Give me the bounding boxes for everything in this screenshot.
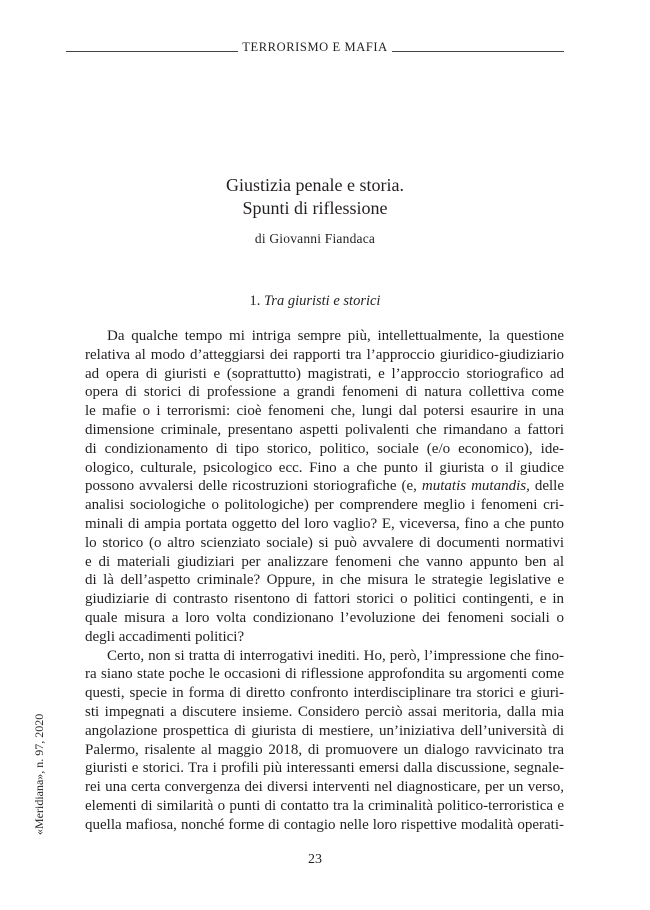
body-line: minali di ampia portata oggetto del loro vaglio? E, viceversa, fino a che punto [85,515,564,532]
body-line: lo storico (o altro scienziato sociale) si può avvalere di documenti normativi [85,534,564,551]
body-line: quale misura a loro volta condizionano l’evoluzione dei fenomeni sociali o [85,609,564,626]
body-line: opera di storici di professione a grandi fenomeni di natura collettiva come [85,384,564,401]
body-line: sti impegnati a discutere insieme. Considero perciò assai meritoria, dalla mia [85,703,564,720]
body-line-with-italic [85,477,564,496]
body-line-part: possono avvalersi delle ricostruzioni storiografiche (e, [85,478,422,495]
section-title: Tra giuristi e storici [264,293,381,309]
body-line: questi, specie in forma di diretto confronto interdisciplinare tra storici e giuri- [85,685,564,702]
body-line: dimensione criminale, presentano aspetti polivalenti che rimandano a fattori [85,421,564,438]
body-line-part: delle [529,478,564,495]
italic-phrase: mutatis mutandis, [421,478,530,495]
running-head-text: TERRORISMO E MAFIA [242,40,388,54]
section-heading [66,293,564,310]
journal-citation [32,685,48,835]
running-head-rule-left [66,51,238,52]
body-line: ra siano state poche le occasioni di riflessione approfondita su argomenti come [85,666,564,683]
body-line: di là dell’aspetto criminale? Oppure, in che misura le strategie legislative e [85,572,564,589]
running-head-rule-right [392,51,564,52]
body-line: Palermo, risalente al maggio 2018, di promuovere un dialogo ravvicinato tra [85,741,564,758]
body-line: analisi sociologiche o politologiche) per comprendere meglio i fenomeni cri- [85,497,564,514]
body-line: ologico, culturale, psicologico ecc. Fino a che punto il giurista o il giudice [85,459,564,476]
body-text [85,327,564,835]
body-line: le mafie o i terrorismi: cioè fenomeni che, lungi dal potersi esaurire in una [85,403,564,420]
body-line: angolazione prospettica di giurista di mestiere, un’iniziativa dell’università di [85,722,564,739]
section-number: 1. [249,293,261,309]
body-line: Certo, non si tratta di interrogativi inediti. Ho, però, l’impressione che fino- [107,647,564,664]
body-line: giuristi e storici. Tra i profili più interessanti emersi dalla discussione, segnale- [85,760,564,777]
body-line: ad opera di giuristi e (soprattutto) magistrati, e l’approccio storiografico ad [85,365,564,382]
article-title-line-1: Giustizia penale e storia. [226,175,404,195]
body-line: Da qualche tempo mi intriga sempre più, intellettualmente, la questione [107,328,564,344]
body-line: rei una certa convergenza dei diversi interventi nel diagnosticare, per un verso, [85,779,564,796]
article-title-block [66,174,564,247]
body-line: elementi di similarità o punti di contatto tra la criminalità politico-terroristica e [85,797,564,814]
article-title-line-2: Spunti di riflessione [242,198,388,218]
page-number: 23 [308,852,322,867]
running-head [66,40,564,55]
body-line: di condizionamento di tipo storico, politico, sociale (e/o economico), ide- [85,440,564,457]
body-line: e di materiali giudiziari per analizzare fenomeni che vanno appunto ben al [85,553,564,570]
body-line: giudiziarie di contrasto risentono di fattori storici o politici contingenti, e in [85,591,564,608]
article-author: di Giovanni Fiandaca [254,231,376,246]
body-line: quella mafiosa, nonché forme di contagio nelle loro rispettive modalità operati- [85,816,564,833]
journal-citation-text: «Meridiana», n. 97, 2020 [32,713,46,835]
body-line: degli accadimenti politici? [85,628,245,645]
body-line: relativa al modo d’atteggiarsi dei rapporti tra l’approccio giuridico-giudiziario [85,346,564,363]
